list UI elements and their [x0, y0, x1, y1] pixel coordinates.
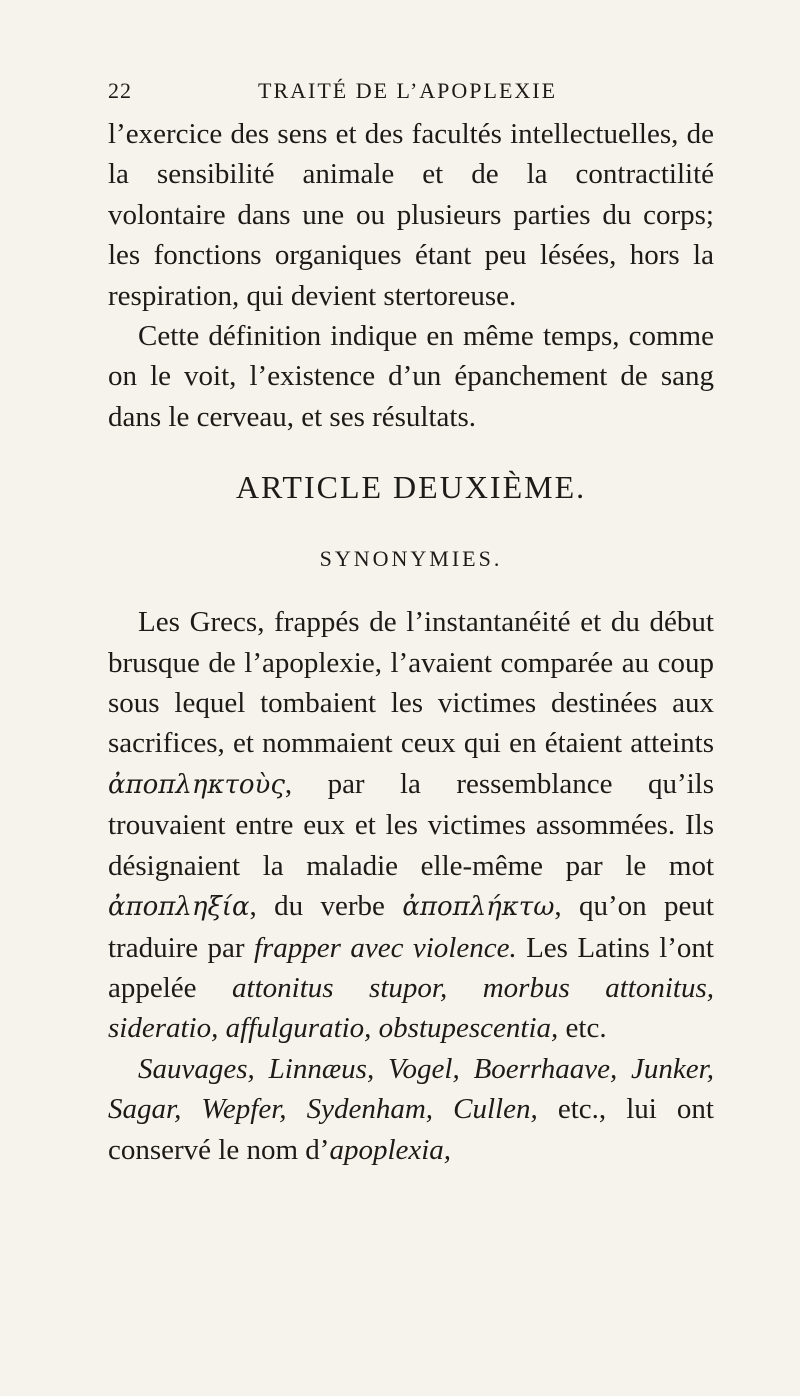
page-number: 22	[108, 78, 132, 103]
latin-terms: attonitus stupor, morbus attonitus, sideratio, affulguratio, obstupescentia,	[108, 971, 714, 1045]
text-run: , qu’on peut traduire par	[108, 890, 714, 964]
paragraph-authors	[108, 1049, 714, 1170]
text-run: , du verbe	[249, 890, 403, 923]
text-run: Les Latins l’ont appelée	[108, 931, 714, 1004]
text-run: etc., lui ont conservé le nom d’	[108, 1093, 714, 1166]
paragraph-definition: Cette définition indique en même temps, comme on le voit, l’existence d’un épanchement de sang dans le cerveau, et ses résultats.	[108, 320, 714, 433]
greek-word: ἀποπληκτοὺς	[108, 769, 285, 800]
greek-word: ἀποπλήκτω	[402, 892, 555, 923]
greek-word: ἀποπληξία	[108, 892, 250, 923]
section-heading: SYNONYMIES.	[319, 546, 503, 572]
article-heading: ARTICLE DEUXIÈME.	[235, 469, 587, 506]
running-header	[108, 78, 714, 104]
text-run: Les Grecs, frappés de l’instantanéité et du début brusque de l’apoplexie, l’avaient comparée au coup sous lequel tombaient les victimes destinées aux sacrifices, et nommaient ceux qui en étaient atteints	[108, 606, 714, 760]
italic-term: apoplexia,	[329, 1133, 452, 1166]
text-run: , par la ressemblance qu’ils trouvaient entre eux et les victimes assommées. Ils désignaient la maladie elle-même par le mot	[108, 767, 714, 882]
running-title: TRAITÉ DE L’APOPLEXIE	[258, 78, 558, 103]
italic-phrase: frapper avec violence.	[253, 931, 517, 964]
author-names: Sauvages, Linnæus, Vogel, Boerrhaave, Junker, Sagar, Wepfer, Sydenham, Cullen,	[108, 1052, 714, 1126]
paragraph-continuation: l’exercice des sens et des facultés intellectuelles, de la sensibilité animale et de la contractilité volontaire dans une ou plusieurs parties du corps; les fonctions organiques étant peu lésées, hors la respiration, qui devient stertoreuse.	[108, 118, 714, 312]
text-run: etc.	[558, 1012, 607, 1045]
paragraph-greeks	[108, 602, 714, 1048]
